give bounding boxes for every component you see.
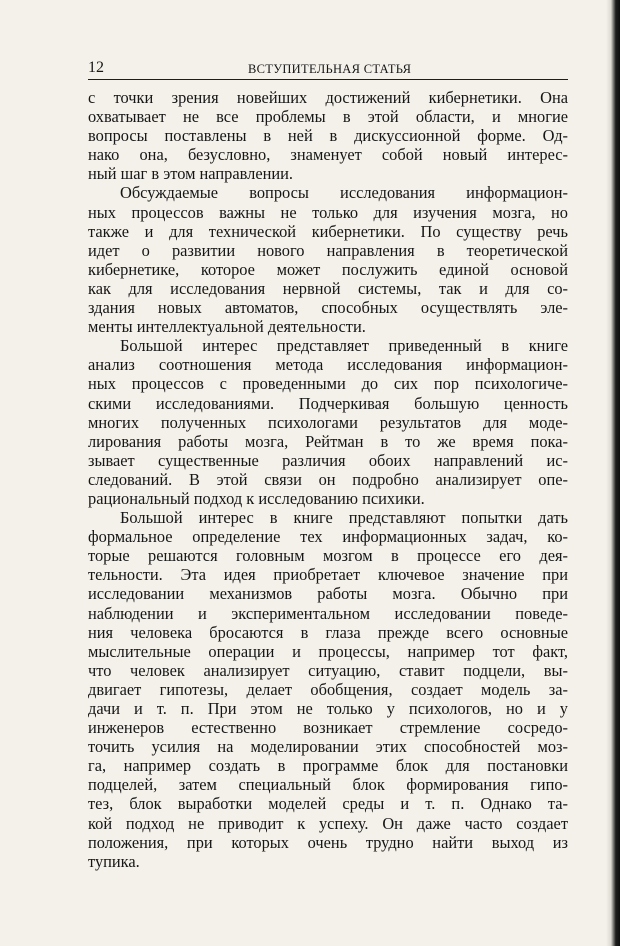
text-line: как для исследования нервной системы, так и для со- <box>88 278 568 298</box>
text-line: Обсуждаемые вопросы исследования информацион- <box>120 183 568 203</box>
text-line: следований. В этой связи он подробно анализирует опе- <box>88 469 568 489</box>
text-line: дачи и т. п. При этом не только у психологов, но и у <box>88 699 568 718</box>
text-line: рациональный подход к исследованию психики. <box>88 488 425 508</box>
text-line: тельности. Эта идея приобретает ключевое значение при <box>88 565 568 585</box>
text-line: мыслительные операции и процессы, например тот факт, <box>88 641 568 661</box>
text-line: ния человека бросаются в глаза прежде всего основные <box>88 622 568 642</box>
text-line: тупика. <box>88 851 140 871</box>
text-line: формальное определение тех информационных задач, ко- <box>88 527 568 547</box>
header-rule <box>88 79 568 80</box>
text-line: идет о развитии нового направления в теоретической <box>88 240 568 260</box>
text-line: с точки зрения новейших достижений кибернетики. Она <box>88 88 568 107</box>
text-line: здания новых автоматов, способных осуществлять эле- <box>88 298 568 318</box>
text-line: исследовании механизмов работы мозга. Обычно при <box>88 584 568 604</box>
text-line: многих полученных психологами результатов для моде- <box>88 412 568 432</box>
text-line: менты интеллектуальной деятельности. <box>88 317 366 337</box>
text-line: охватывает не все проблемы в этой области, и многие <box>88 107 568 127</box>
text-line: зывает существенные различия обоих направлений ис- <box>88 450 568 470</box>
text-line: лирования работы мозга, Рейтман в то же время пока- <box>88 431 568 451</box>
text-line: положения, при которых очень трудно найти выход из <box>88 832 568 852</box>
page-number: 12 <box>88 59 104 76</box>
text-line: вопросы поставлены в ней в дискуссионной форме. Од- <box>88 126 568 146</box>
text-line: скими исследованиями. Подчеркивая большую ценность <box>88 393 568 413</box>
text-line: нако она, безусловно, знаменует собой новый интерес- <box>88 145 568 165</box>
text-line: инженеров естественно возникает стремление сосредо- <box>88 718 568 738</box>
text-line: ный шаг в этом направлении. <box>88 164 294 184</box>
text-line: торые решаются головным мозгом в процессе его дея- <box>88 546 568 566</box>
text-line: подцелей, затем специальный блок формирования гипо- <box>88 775 568 795</box>
text-line: ных процессов с проведенными до сих пор психологиче- <box>88 374 568 394</box>
text-line: кой подход не приводит к успеху. Он даже часто создает <box>88 813 568 833</box>
text-line: наблюдении и экспериментальном исследовании поведе- <box>88 603 568 623</box>
text-line: анализ соотношения метода исследования информацион- <box>88 355 568 375</box>
text-line: тез, блок выработки моделей среды и т. п. Однако та- <box>88 794 568 814</box>
text-line: га, например создать в программе блок для постановки <box>88 756 568 776</box>
body-text <box>88 88 568 871</box>
text-line: Большой интерес представляет приведенный в книге <box>120 336 568 356</box>
text-line: ных процессов важны не только для изучения мозга, но <box>88 202 568 222</box>
text-line: двигает гипотезы, делает обобщения, создает модель за- <box>88 679 568 699</box>
running-head: ВСТУПИТЕЛЬНАЯ СТАТЬЯ <box>248 62 412 76</box>
text-line: кибернетике, которое может послужить единой основой <box>88 259 568 279</box>
text-line: также и для технической кибернетики. По существу речь <box>88 221 568 241</box>
text-line: что человек анализирует ситуацию, ставит подцели, вы- <box>88 660 568 680</box>
page-header <box>88 58 568 80</box>
text-line: точить усилия на моделировании этих способностей моз- <box>88 737 568 757</box>
text-line: Большой интерес в книге представляют попытки дать <box>120 508 568 528</box>
binding-shadow <box>606 0 620 946</box>
